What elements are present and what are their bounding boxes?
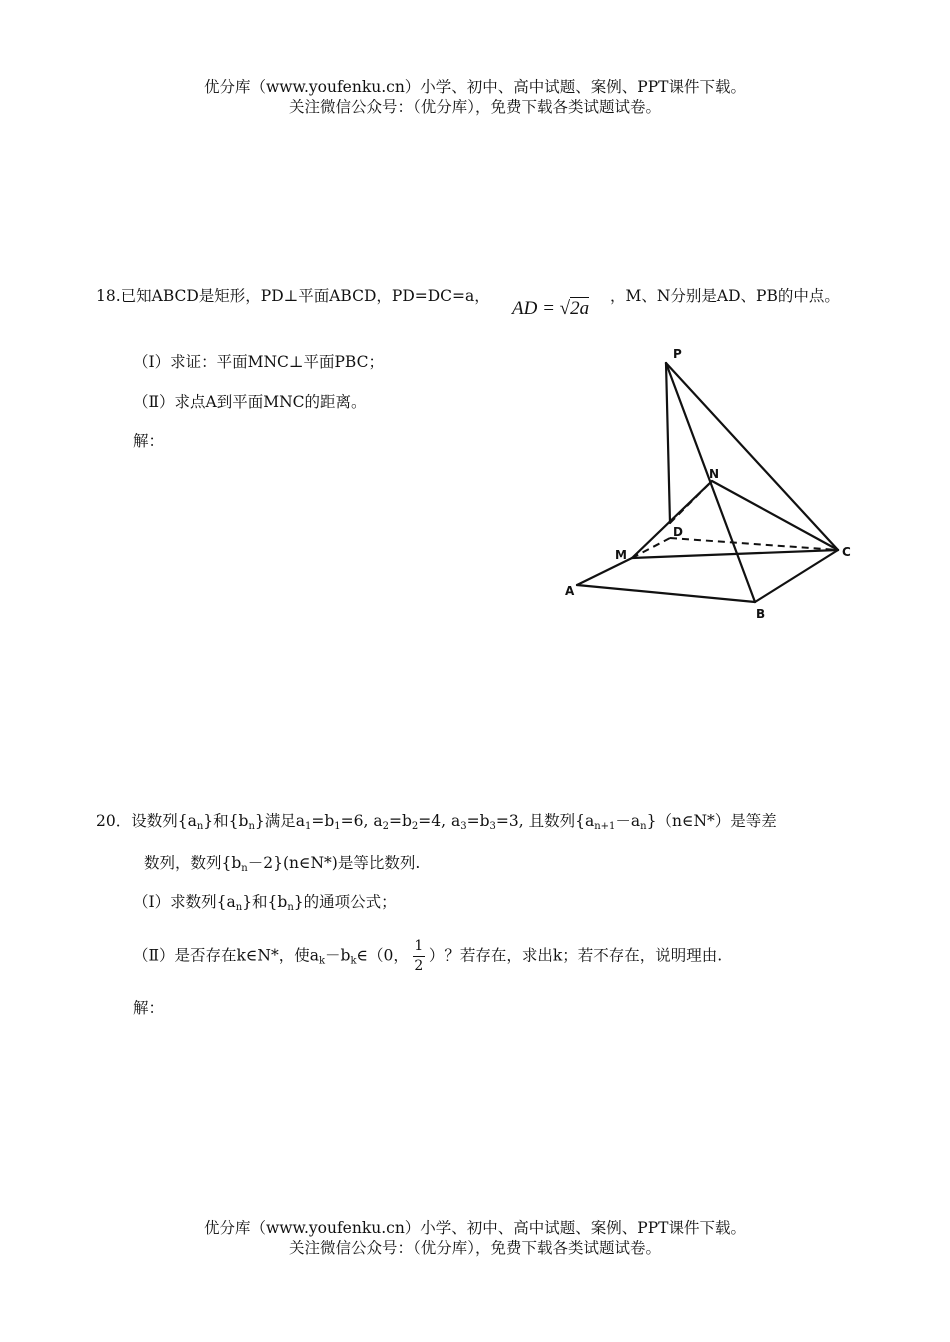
q18-formula-lhs: AD =: [512, 298, 560, 319]
edge-PD: [666, 363, 670, 523]
fraction-one-half: [413, 938, 425, 975]
fraction-denominator: 2: [414, 958, 424, 974]
q18-answer-label: 解：: [133, 432, 165, 450]
edge-AB: [577, 585, 755, 602]
q20-part-1: [133, 891, 397, 913]
q20-l2-a: 数列，数列{b: [144, 854, 242, 872]
q20-l1-e: =6, a: [340, 812, 383, 830]
sub-1: 1: [305, 821, 312, 832]
edge-DC-hidden: [670, 538, 838, 550]
sub-n: n: [640, 821, 647, 832]
q20-l2-b: －2}(n∈N*)是等比数列.: [247, 854, 421, 872]
q20-part-2: [133, 938, 722, 975]
sub-3: 3: [460, 821, 467, 832]
q20-p2-c: ∈（0，: [356, 946, 409, 965]
q20-l1-k: }（n∈N*）是等差: [646, 812, 777, 830]
q20-p1-b: }和{b: [242, 893, 288, 911]
q20-answer-label: 解：: [133, 999, 165, 1017]
header-line-2: 关注微信公众号：（优分库），免费下载各类试题试卷。: [288, 98, 661, 116]
q18-stem-b: ，M、N分别是AD、PB的中点。: [610, 287, 840, 305]
q18-formula: [512, 298, 589, 320]
q18-stem-a: 18.已知ABCD是矩形，PD⊥平面ABCD，PD=DC=a，: [96, 287, 490, 305]
q20-line-1: [96, 810, 777, 832]
footer-line-1: 优分库（www.youfenku.cn）小学、初中、高中试题、案例、PPT课件下载。: [203, 1219, 747, 1237]
sub-3: 3: [489, 821, 496, 832]
sub-n: n: [196, 821, 204, 832]
sub-n: n: [235, 902, 243, 913]
q20-l1-f: =b: [389, 812, 412, 830]
q20-p2-b: －b: [325, 946, 351, 965]
q20-p1-c: }的通项公式；: [293, 893, 397, 911]
sub-2: 2: [382, 821, 389, 832]
edge-AM: [577, 558, 632, 585]
sub-1: 1: [334, 821, 341, 832]
q20-line-2: [144, 852, 420, 874]
q18-formula-radical: √: [559, 298, 571, 319]
edge-PC: [666, 363, 838, 550]
label-M: M: [615, 548, 627, 562]
sub-n: n: [287, 902, 294, 913]
label-B: B: [756, 607, 766, 621]
q20-l1-i: =3, 且数列{a: [495, 812, 595, 830]
sub-n: n: [241, 863, 248, 874]
q20-l1-h: =b: [466, 812, 490, 830]
label-A: A: [565, 584, 575, 598]
sub-k: k: [350, 955, 357, 967]
q20-p1-a: （Ⅰ）求数列{a: [133, 893, 236, 911]
fraction-numerator: 1: [414, 938, 424, 954]
label-D: D: [673, 525, 683, 539]
q18-formula-arg: 2a: [570, 298, 590, 319]
sub-n: n: [248, 821, 255, 832]
q20-l1-a: 20．设数列{a: [96, 812, 197, 830]
label-P: P: [673, 347, 682, 361]
pyramid-figure: [555, 340, 875, 630]
q18-part-2: （Ⅱ）求点A到平面MNC的距离。: [133, 393, 367, 411]
q20-l1-b: }和{b: [203, 812, 249, 830]
label-C: C: [842, 545, 851, 559]
q20-p2-a: （Ⅱ）是否存在k∈N*，使a: [133, 946, 319, 965]
sub-2: 2: [411, 821, 419, 832]
q20-l1-c: }满足a: [254, 812, 305, 830]
q20-l1-d: =b: [311, 812, 335, 830]
footer-line-2: 关注微信公众号：（优分库），免费下载各类试题试卷。: [288, 1239, 661, 1257]
q18-part-1: （Ⅰ）求证：平面MNC⊥平面PBC；: [133, 353, 384, 371]
q20-l1-g: =4, a: [418, 812, 461, 830]
q20-l1-j: －a: [615, 812, 641, 830]
q20-p2-d: ）？若存在，求出k；若不存在，说明理由.: [428, 946, 723, 965]
edge-BC: [755, 550, 838, 602]
sub-n-plus-1: n+1: [594, 821, 616, 832]
label-N: N: [709, 467, 720, 481]
header-line-1: 优分库（www.youfenku.cn）小学、初中、高中试题、案例、PPT课件下载。: [203, 78, 747, 96]
sub-k: k: [318, 955, 326, 967]
